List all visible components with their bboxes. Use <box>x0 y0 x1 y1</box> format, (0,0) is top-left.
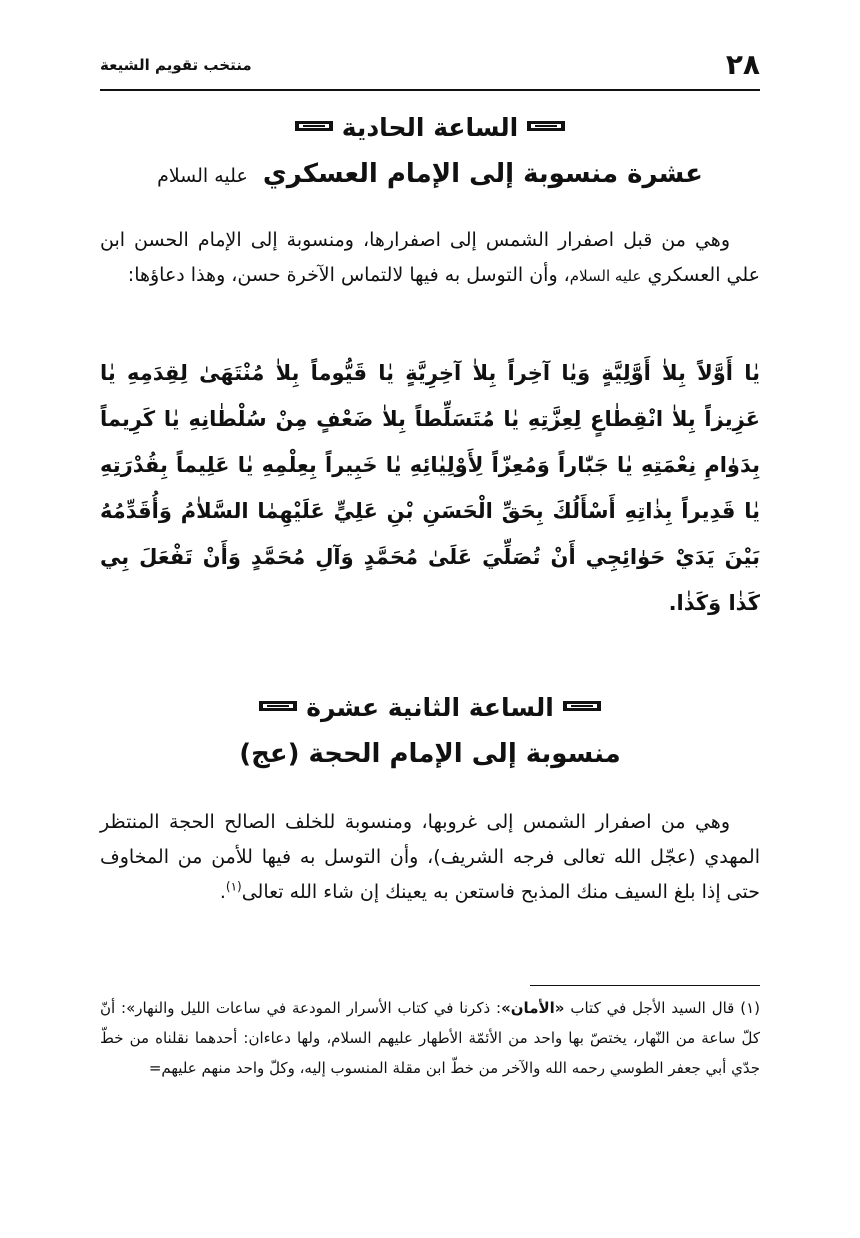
footnote-honorific-2: رحمه الله <box>545 1059 605 1077</box>
footnote-part2: : ذكرنا في كتاب الأسرار المودعة في ساعات الليل و <box>167 999 502 1017</box>
page-number: ٢٨ <box>725 48 760 81</box>
inline-honorific: عليه السلام <box>569 267 642 285</box>
ornament-right <box>562 699 602 713</box>
prayer-text: يٰا أَوَّلاً بِلاٰ أَوَّلِيَّةٍ وَيٰا آخِراً بِلاٰ آخِرِيَّةٍ يٰا قَيُّوماً بِلاٰ مُنْتَهَىٰ لِقِدَمِهِ يٰا عَزِيزاً بِلاٰ انْقِطٰاعٍ لِعِزَّتِهِ يٰا مُتَسَلِّطاً بِلاٰ ضَعْفٍ مِنْ سُلْطٰانِهِ يٰا كَرِيماً بِدَوٰامِ نِعْمَتِهِ يٰا جَبّٰاراً وَمُعِزّاً لِأَوْلِيٰائِهِ يٰا خَبِيراً بِعِلْمِهِ يٰا عَلِيماً بِقُدْرَتِهِ يٰا قَدِيراً بِذٰاتِهِ أَسْأَلُكَ بِحَقِّ الْحَسَنِ بْنِ عَلِيٍّ عَلَيْهِمٰا السَّلاٰمُ وَأُقَدِّمُهُ بَيْنَ يَدَيْ حَوٰائِجِي أَنْ تُصَلِّيَ عَلَىٰ مُحَمَّدٍ وَآلِ مُحَمَّدٍ وَأَنْ تَفْعَلَ بِي كَذٰا وَكَذٰا. <box>100 361 760 615</box>
footnote-part3: : أنّ كلّ ساعة من النّهار، يختصّ بها واحد من الأئمّة الأطهار <box>100 999 760 1047</box>
footnote-quote-book-title: «الأمان» <box>501 999 565 1017</box>
section2-title-line1: الساعة الثانية عشرة <box>306 693 554 722</box>
footnote-part4: ، ولها دعاءان: أحدهما نقلناه من خطّ جدّي أبي جعفر الطوسي <box>100 1029 760 1077</box>
footnote <box>100 993 760 1083</box>
footnote-part1: قال السيد الأجل في كتاب <box>570 999 735 1017</box>
section2-body <box>100 805 760 910</box>
section2-body-text: وهي من اصفرار الشمس إلى غروبها، ومنسوبة للخلف الصالح الحجة المنتظر المهدي (عجّل الله تعالى فرجه الشريف)، وأن التوسل به فيها للأمن من المخاوف حتى إذا بلغ السيف منك المذبح فاستعن به يعينك إن شاء الله تعالى <box>100 811 760 903</box>
section2-body-end: . <box>219 881 226 903</box>
section1-body-part1: وهي من قبل اصفرار الشمس إلى اصفرارها، ومنسوبة إلى الإمام الحسن ابن علي العسكري <box>100 229 760 286</box>
section-title-line1: الساعة الحادية <box>341 113 519 142</box>
section-heading-twelfth-hour <box>100 688 760 776</box>
ornament-left <box>258 699 298 713</box>
footnote-reference[interactable]: (١) <box>225 879 242 894</box>
ornament-right <box>526 119 566 133</box>
footnote-rule <box>530 985 760 986</box>
header-rule <box>100 89 760 91</box>
running-header <box>100 48 760 88</box>
section-title-line2: عشرة منسوبة إلى الإمام العسكري <box>262 159 703 189</box>
running-title: منتخب تقويم الشيعة <box>100 56 252 74</box>
honorific-glyph: عليه السلام <box>157 165 248 187</box>
footnote-part5: والآخر من خطّ ابن مقلة المنسوب إليه، وكلّ واحد منهم عليهم= <box>148 1059 541 1077</box>
section2-title-line2: منسوبة إلى الإمام الحجة (عج) <box>239 739 621 769</box>
section1-body <box>100 223 760 294</box>
section-heading-eleventh-hour <box>100 108 760 198</box>
footnote-number: (١) <box>740 999 761 1017</box>
section1-body-part2: ، وأن التوسل به فيها لالتماس الآخرة حسن، وهذا دعاؤها: <box>127 264 570 286</box>
footnote-honorific-1: عليهم السلام <box>331 1029 413 1047</box>
footnote-quote2: النهار» <box>126 999 168 1017</box>
ornament-left <box>294 119 334 133</box>
